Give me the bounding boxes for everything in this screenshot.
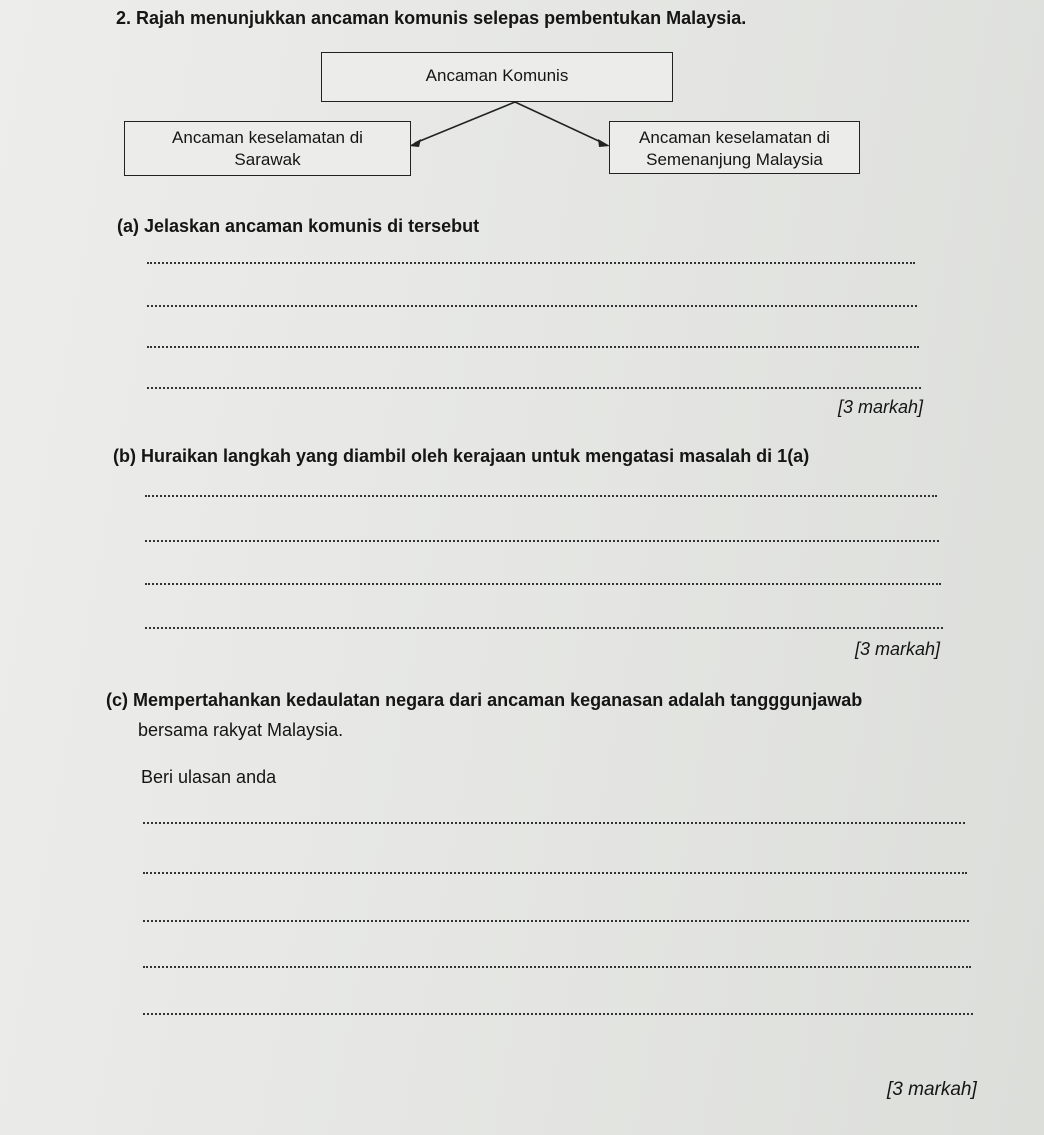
part-b-marks: [3 markah] (855, 639, 941, 659)
part-a-question: (a) Jelaskan ancaman komunis di tersebut (117, 216, 480, 236)
part-c-answer-line-3[interactable] (143, 920, 969, 922)
part-a-answer-line-4[interactable] (147, 387, 921, 389)
diagram-left-box (124, 121, 411, 176)
part-a-answer-line-3[interactable] (147, 346, 919, 348)
connector-right (515, 102, 603, 143)
part-a-answer-line-2[interactable] (147, 305, 917, 307)
part-c-answer-line-2[interactable] (143, 872, 967, 874)
part-c-question-line-2: bersama rakyat Malaysia. (138, 720, 344, 740)
part-c-question-line-1: (c) Mempertahankan kedaulatan negara dari ancaman keganasan adalah tangggunjawab (106, 690, 863, 710)
part-b-answer-line-2[interactable] (145, 540, 939, 542)
diagram-left-line1: Ancaman keselamatan di (172, 128, 363, 147)
part-c-answer-line-5[interactable] (143, 1013, 973, 1015)
part-b-answer-line-4[interactable] (145, 627, 943, 629)
part-a-marks: [3 markah] (838, 397, 924, 417)
diagram-left-line2: Sarawak (234, 150, 301, 169)
part-c-answer-line-1[interactable] (143, 822, 965, 824)
connector-left (415, 102, 515, 143)
question-title: 2. Rajah menunjukkan ancaman komunis selepas pembentukan Malaysia. (116, 8, 747, 28)
part-b-answer-line-3[interactable] (145, 583, 941, 585)
part-c-marks: [3 markah] (887, 1079, 977, 1100)
part-a-answer-line-1[interactable] (147, 262, 915, 264)
diagram-root-label: Ancaman Komunis (425, 66, 569, 85)
part-c-prompt: Beri ulasan anda (141, 767, 277, 787)
part-b-answer-line-1[interactable] (145, 495, 937, 497)
diagram-right-line1: Ancaman keselamatan di (639, 128, 830, 147)
part-b-question: (b) Huraikan langkah yang diambil oleh kerajaan untuk mengatasi masalah di 1(a) (113, 446, 810, 466)
diagram-right-line2: Semenanjung Malaysia (646, 150, 823, 169)
diagram-right-box (609, 121, 860, 174)
part-c-answer-line-4[interactable] (143, 966, 971, 968)
